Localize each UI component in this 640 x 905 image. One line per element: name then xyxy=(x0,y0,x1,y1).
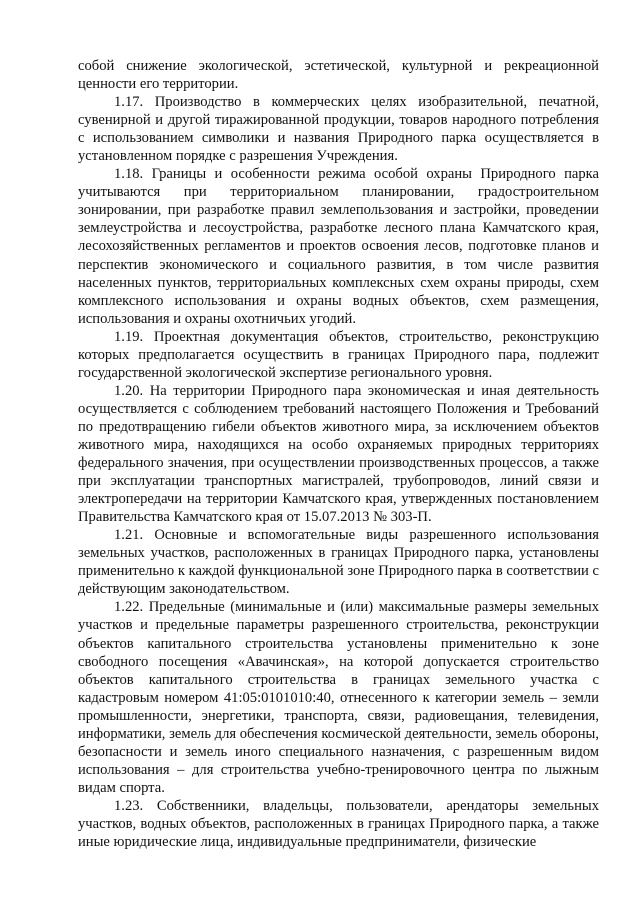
paragraph-1-18: 1.18. Границы и особенности режима особой охраны Природного парка учитываются при территориальном планировании, градостроительном зонировании, при разработке правил землепользования и застройки, проведении землеустройства и лесоустройства, разработке лесного плана Камчатского края, лесохозяйственных регламентов и проектов освоения лесов, подготовке планов и перспектив экономического и социального развития, в том числе развития населенных пунктов, территориальных комплексных схем охраны природы, схем комплексного использования и охраны водных объектов, схем размещения, использования и охраны охотничьих угодий. xyxy=(78,166,599,327)
paragraph-continuation: собой снижение экологической, эстетической, культурной и рекреационной ценности его территории. xyxy=(78,58,599,93)
paragraph-1-20: 1.20. На территории Природного пара экономическая и иная деятельность осуществляется с соблюдением требований настоящего Положения и Требований по предотвращению гибели объектов животного мира, за исключением объектов животного мира, находящихся на особо охраняемых природных территориях федерального значения, при осуществлении производственных процессов, а также при эксплуатации транспортных магистралей, трубопроводов, линий связи и электропередачи на территории Камчатского края, утвержденных постановлением Правительства Камчатского края от 15.07.2013 № 303-П. xyxy=(78,382,599,526)
paragraph-1-17: 1.17. Производство в коммерческих целях изобразительной, печатной, сувенирной и другой тиражированной продукции, товаров народного потребления с использованием символики и названия Природного парка осуществляется в установленном порядке с разрешения Учреждения. xyxy=(78,94,599,165)
document-page xyxy=(78,57,599,851)
paragraph-1-21: 1.21. Основные и вспомогательные виды разрешенного использования земельных участков, расположенных в границах Природного парка, установлены применительно к каждой функциональной зоне Природного парка в соответствии с действующим законодательством. xyxy=(78,527,599,598)
paragraph-1-23: 1.23. Собственники, владельцы, пользователи, арендаторы земельных участков, водных объектов, расположенных в границах Природного парка, а также иные юридические лица, индивидуальные предприниматели, физические xyxy=(78,797,599,851)
paragraph-1-19: 1.19. Проектная документация объектов, строительство, реконструкцию которых предполагается осуществить в границах Природного пара, подлежит государственной экологической экспертизе регионального уровня. xyxy=(78,328,599,381)
paragraph-1-22: 1.22. Предельные (минимальные и (или) максимальные размеры земельных участков и предельные параметры разрешенного строительства, реконструкции объектов капитального строительства установлены применительно к зоне свободного посещения «Авачинская», на которой допускается строительство объектов капитального строительства в границах земельного участка с кадастровым номером 41:05:0101010:40, отнесенного к категории земель – земли промышленности, энергетики, транспорта, связи, радиовещания, телевидения, информатики, земель для обеспечения космической деятельности, земель обороны, безопасности и земель иного специального назначения, с разрешенным видом использования – для строительства учебно-тренировочного центра по лыжным видам спорта. xyxy=(78,599,599,796)
